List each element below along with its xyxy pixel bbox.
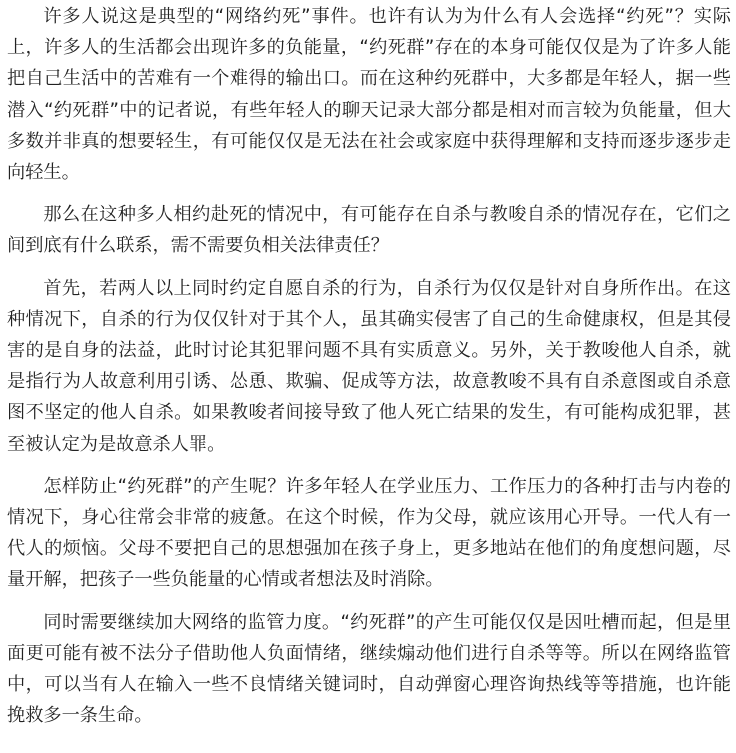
paragraph-3: 首先，若两人以上同时约定自愿自杀的行为，自杀行为仅仅是针对自身所作出。在这种情况下，自杀的行为仅仅针对于其个人，虽其确实侵害了自己的生命健康权，但是其侵害的是自身的法益，此时讨论其犯罪问题不具有实质意义。另外，关于教唆他人自杀，就是指行为人故意利用引诱、怂恿、欺骗、促成等方法，故意教唆不具有自杀意图或自杀意图不坚定的他人自杀。如果教唆者间接导致了他人死亡结果的发生，有可能构成犯罪，甚至被认定为是故意杀人罪。 (7, 277, 731, 455)
paragraph-2: 那么在这种多人相约赴死的情况中，有可能存在自杀与教唆自杀的情况存在，它们之间到底有什么联系，需不需要负相关法律责任？ (7, 204, 731, 257)
paragraph-4: 怎样防止“约死群”的产生呢？许多年轻人在学业压力、工作压力的各种打击与内卷的情况下，身心往常会非常的疲惫。在这个时候，作为父母，就应该用心开导。一代人有一代人的烦恼。父母不要把自己的思想强加在孩子身上，更多地站在他们的角度想问题，尽量开解，把孩子一些负能量的心情或者想法及时消除。 (7, 475, 731, 591)
paragraph-5: 同时需要继续加大网络的监管力度。“约死群”的产生可能仅仅是因吐槽而起，但是里面更可能有被不法分子借助他人负面情绪，继续煽动他们进行自杀等等。所以在网络监管中，可以当有人在输入一些不良情绪关键词时，自动弹窗心理咨询热线等等措施，也许能挽救多一条生命。 (7, 611, 731, 727)
article-body (7, 0, 731, 742)
paragraph-1: 许多人说这是典型的“网络约死”事件。也许有认为为什么有人会选择“约死”？实际上，许多人的生活都会出现许多的负能量，“约死群”存在的本身可能仅仅是为了许多人能把自己生活中的苦难有一个难得的输出口。而在这种约死群中，大多都是年轻人，据一些潜入“约死群”中的记者说，有些年轻人的聊天记录大部分都是相对而言较为负能量，但大多数并非真的想要轻生，有可能仅仅是无法在社会或家庭中获得理解和支持而逐步逐步走向轻生。 (7, 6, 731, 184)
